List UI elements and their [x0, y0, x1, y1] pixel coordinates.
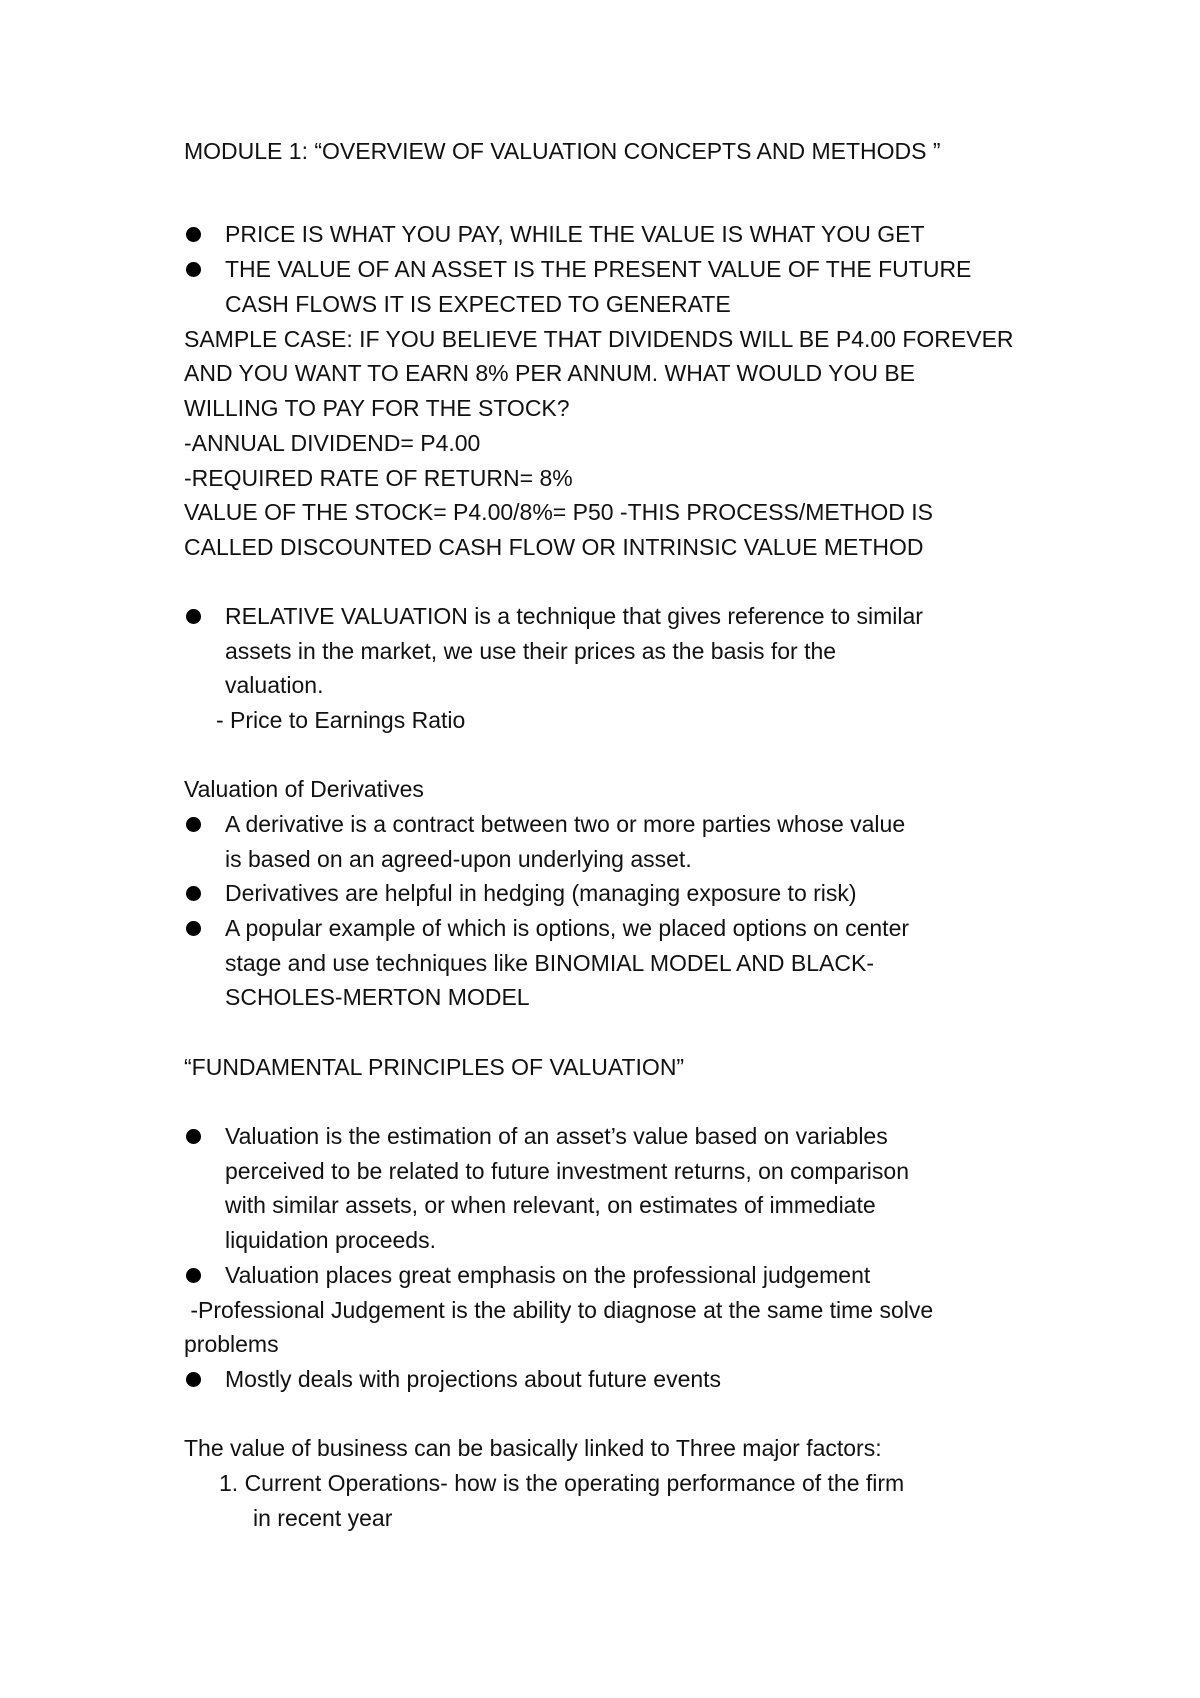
relative-valuation-line-3: valuation.: [225, 672, 324, 698]
factors-intro: The value of business can be basically linked to Three major factors:: [184, 1435, 882, 1461]
bullet-icon: [186, 609, 201, 624]
principles-bullet-2: Valuation places great emphasis on the professional judgement: [225, 1262, 871, 1288]
module-title: MODULE 1: “OVERVIEW OF VALUATION CONCEPTS AND METHODS ”: [184, 138, 941, 164]
bullet-icon: [186, 227, 201, 242]
intro-bullet-2-line-2: CASH FLOWS IT IS EXPECTED TO GENERATE: [225, 291, 731, 317]
derivatives-bullet-3-line-3: SCHOLES-MERTON MODEL: [225, 984, 530, 1010]
bullet-icon: [186, 1372, 201, 1387]
principles-heading: “FUNDAMENTAL PRINCIPLES OF VALUATION”: [184, 1054, 685, 1080]
principles-bullet-1-line-1: Valuation is the estimation of an asset’s value based on variables: [225, 1123, 888, 1149]
relative-valuation-line-2: assets in the market, we use their prices as the basis for the: [225, 638, 837, 664]
factors-item-1-line-2: in recent year: [253, 1505, 393, 1531]
bullet-icon: [186, 262, 201, 277]
derivatives-bullet-1-line-2: is based on an agreed-upon underlying asset.: [225, 846, 692, 872]
intro-bullet-2-line-1: THE VALUE OF AN ASSET IS THE PRESENT VALUE OF THE FUTURE: [225, 256, 972, 282]
sample-case-line-3: WILLING TO PAY FOR THE STOCK?: [184, 395, 570, 421]
principles-bullet-3: Mostly deals with projections about future events: [225, 1366, 722, 1392]
principles-bullet-1-line-4: liquidation proceeds.: [225, 1227, 436, 1253]
derivatives-bullet-3-line-1: A popular example of which is options, we placed options on center: [225, 915, 910, 941]
intro-bullet-1: PRICE IS WHAT YOU PAY, WHILE THE VALUE IS WHAT YOU GET: [225, 221, 925, 247]
derivatives-bullet-3-line-2: stage and use techniques like BINOMIAL MODEL AND BLACK-: [225, 950, 874, 976]
principles-bullet-1-line-3: with similar assets, or when relevant, on estimates of immediate: [225, 1192, 876, 1218]
principles-bullet-1-line-2: perceived to be related to future investment returns, on comparison: [225, 1158, 909, 1184]
sample-case-line-4: -ANNUAL DIVIDEND= P4.00: [184, 430, 481, 456]
bullet-icon: [186, 1129, 201, 1144]
sample-case-line-7: CALLED DISCOUNTED CASH FLOW OR INTRINSIC VALUE METHOD: [184, 534, 924, 560]
sample-case-line-1: SAMPLE CASE: IF YOU BELIEVE THAT DIVIDENDS WILL BE P4.00 FOREVER: [184, 326, 1014, 352]
bullet-icon: [186, 1268, 201, 1283]
factors-item-1-line-1: 1. Current Operations- how is the operating performance of the firm: [219, 1470, 905, 1496]
bullet-icon: [186, 921, 201, 936]
relative-valuation-sub-item: - Price to Earnings Ratio: [216, 707, 466, 733]
bullet-icon: [186, 886, 201, 901]
derivatives-heading: Valuation of Derivatives: [184, 776, 424, 802]
sample-case-line-2: AND YOU WANT TO EARN 8% PER ANNUM. WHAT WOULD YOU BE: [184, 360, 916, 386]
bullet-icon: [186, 817, 201, 832]
derivatives-bullet-1-line-1: A derivative is a contract between two or more parties whose value: [225, 811, 906, 837]
sample-case-line-5: -REQUIRED RATE OF RETURN= 8%: [184, 465, 573, 491]
principles-note-line-1: -Professional Judgement is the ability to diagnose at the same time solve: [184, 1297, 934, 1323]
sample-case-line-6: VALUE OF THE STOCK= P4.00/8%= P50 -THIS PROCESS/METHOD IS: [184, 499, 934, 525]
principles-note-line-2: problems: [184, 1331, 279, 1357]
derivatives-bullet-2: Derivatives are helpful in hedging (managing exposure to risk): [225, 880, 857, 906]
relative-valuation-line-1: RELATIVE VALUATION is a technique that gives reference to similar: [225, 603, 923, 629]
